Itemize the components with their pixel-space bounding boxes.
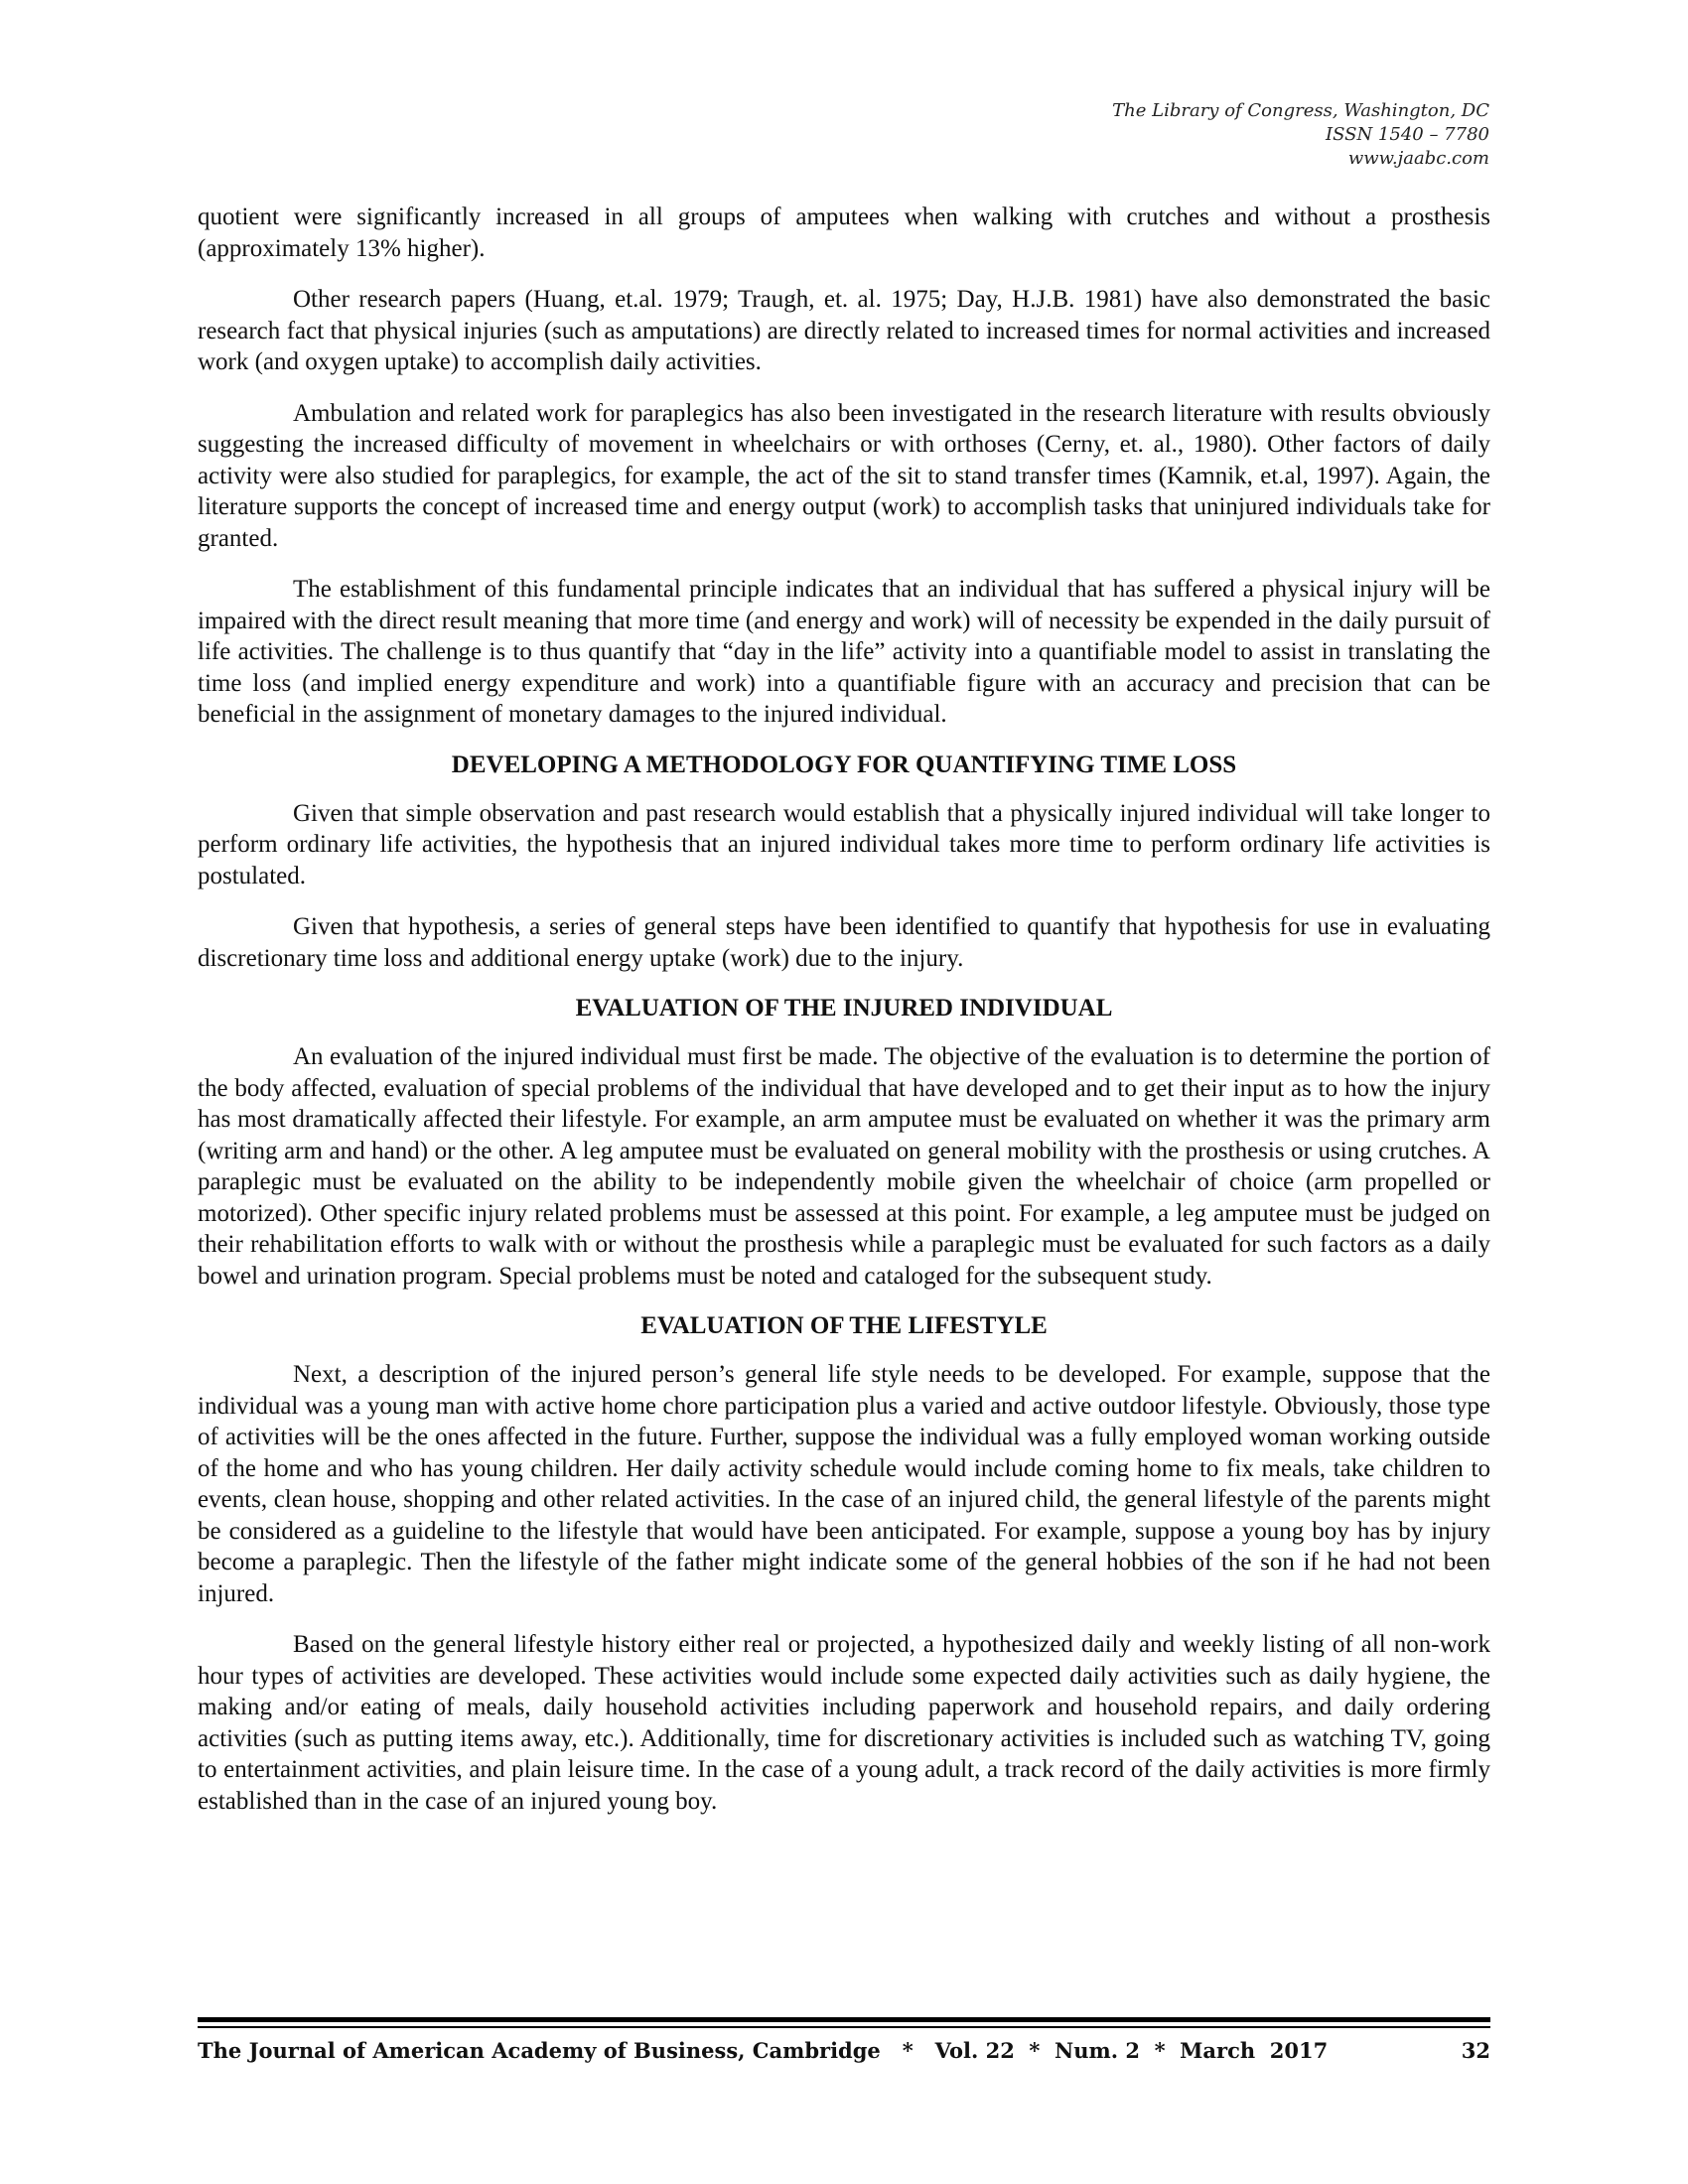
header-issn: ISSN 1540 – 7780 <box>1326 124 1489 145</box>
running-header <box>1112 99 1489 171</box>
page-number: 32 <box>1461 2038 1490 2063</box>
paragraph: An evaluation of the injured individual must first be made. The objective of the evaluation is to determine the portion of the body affected, evaluation of special problems of the individual that have developed and to get their input as to how the injury has most dramatically affected their lifestyle. For example, an arm amputee must be evaluated on whether it was the primary arm (writing arm and hand) or the other. A leg amputee must be evaluated on general mobility with the prosthesis or using crutches. A paraplegic must be evaluated on the ability to be independently mobile given the wheelchair of choice (arm propelled or motorized). Other specific injury related problems must be assessed at this point. For example, a leg amputee must be judged on their rehabilitation efforts to walk with or without the prosthesis while a paraplegic must be evaluated for such factors as a daily bowel and urination program. Special problems must be noted and cataloged for the subsequent study. <box>198 1043 1490 1290</box>
running-footer <box>198 2031 1490 2071</box>
section-heading: EVALUATION OF THE INJURED INDIVIDUAL <box>575 995 1113 1022</box>
paragraph: Given that simple observation and past research would establish that a physically injured individual will take longer to perform ordinary life activities, the hypothesis that an injured individual takes more time to perform ordinary life activities is postulated. <box>198 799 1490 889</box>
paragraph: The establishment of this fundamental principle indicates that an individual that has suffered a physical injury will be impaired with the direct result meaning that more time (and energy and work) will of necessity be expended in the daily pursuit of life activities. The challenge is to thus quantify that “day in the life” activity into a quantifiable model to assist in translating the time loss (and implied energy expenditure and work) into a quantifiable figure with an accuracy and precision that can be beneficial in the assignment of monetary damages to the injured individual. <box>198 576 1490 728</box>
paragraph: Given that hypothesis, a series of general steps have been identified to quantify that hypothesis for use in evaluating discretionary time loss and additional energy uptake (work) due to the injury. <box>198 913 1490 972</box>
paragraph: Other research papers (Huang, et.al. 1979; Traugh, et. al. 1975; Day, H.J.B. 1981) have also demonstrated the basic research fact that physical injuries (such as amputations) are directly related to increased times for normal activities and increased work (and oxygen uptake) to accomplish daily activities. <box>198 286 1490 375</box>
footer-journal: The Journal of American Academy of Business, Cambridge * Vol. 22 * Num. 2 * March 2017 <box>198 2038 1329 2063</box>
paragraph: Next, a description of the injured person’s general life style needs to be developed. For example, suppose that the individual was a young man with active home chore participation plus a varied and active outdoor lifestyle. Obviously, those type of activities will be the ones affected in the future. Further, suppose the individual was a fully employed woman working outside of the home and who has young children. Her daily activity schedule would include coming home to fix meals, take children to events, clean house, shopping and other related activities. In the case of an injured child, the general lifestyle of the parents might be considered as a guideline to the lifestyle that would have been anticipated. For example, suppose a young boy has by injury become a paraplegic. Then the lifestyle of the father might indicate some of the general hobbies of the son if he had not been injured. <box>198 1361 1490 1607</box>
article-body <box>198 202 1490 1837</box>
section-heading: DEVELOPING A METHODOLOGY FOR QUANTIFYING TIME LOSS <box>451 751 1237 778</box>
footer-rule-thick <box>198 2017 1490 2022</box>
footer-rule-thin <box>198 2026 1490 2028</box>
paragraph: Ambulation and related work for paraplegics has also been investigated in the research literature with results obviously suggesting the increased difficulty of movement in wheelchairs or with orthoses (Cerny, et. al., 1980). Other factors of daily activity were also studied for paraplegics, for example, the act of the sit to stand transfer times (Kamnik, et.al, 1997). Again, the literature supports the concept of increased time and energy output (work) to accomplish tasks that uninjured individuals take for granted. <box>198 399 1490 552</box>
paragraph: Based on the general lifestyle history either real or projected, a hypothesized daily and weekly listing of all non-work hour types of activities are developed. These activities would include some expected daily activities such as daily hygiene, the making and/or eating of meals, daily household activities including paperwork and household repairs, and daily ordering activities (such as putting items away, etc.). Additionally, time for discretionary activities is included such as watching TV, going to entertainment activities, and plain leisure time. In the case of a young adult, a track record of the daily activities is more firmly established than in the case of an injured young boy. <box>198 1631 1490 1815</box>
section-heading: EVALUATION OF THE LIFESTYLE <box>640 1312 1048 1339</box>
header-publisher: The Library of Congress, Washington, DC <box>1112 100 1489 121</box>
paragraph: quotient were significantly increased in all groups of amputees when walking with crutches and without a prosthesis (approximately 13% higher). <box>198 204 1490 262</box>
header-website: www.jaabc.com <box>1347 148 1489 169</box>
